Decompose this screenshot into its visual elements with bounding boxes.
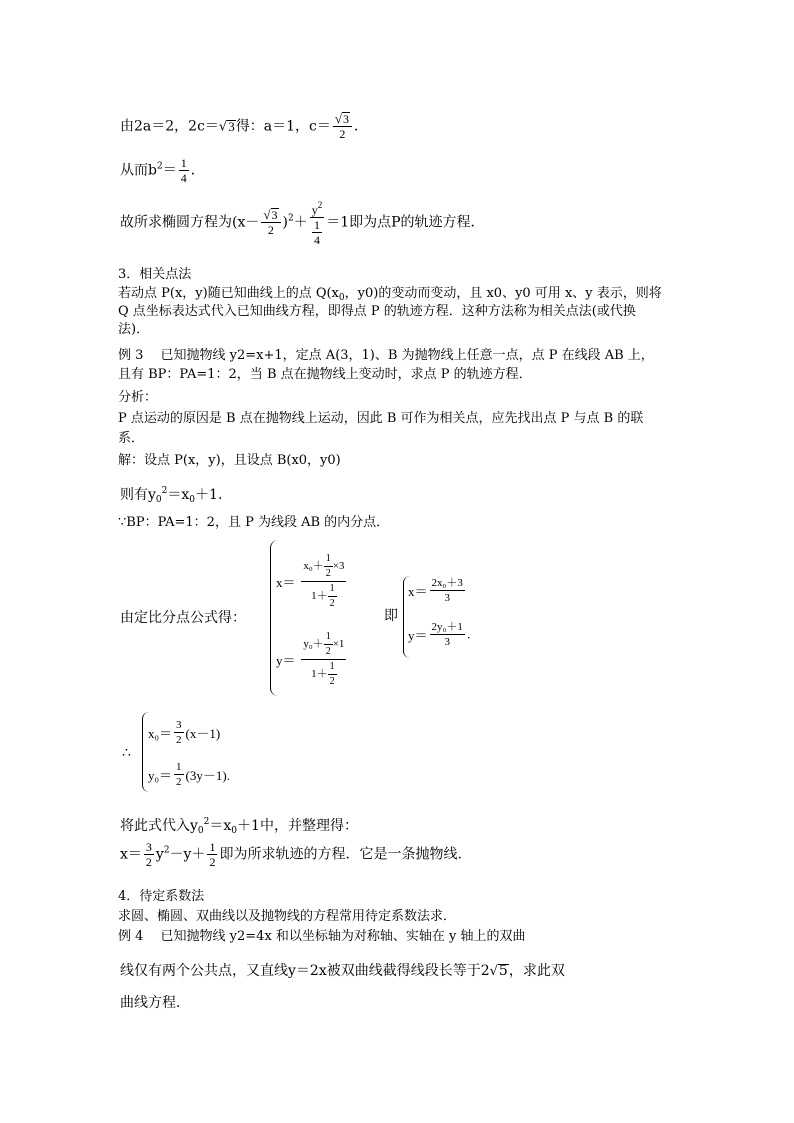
eq-b2-frac: $\frac{1}{4}$ bbox=[180, 156, 187, 185]
example4-line2: 线仅有两个公共点，又直线y＝2x被双曲线截得线段长等于2√5，求此双 bbox=[120, 963, 565, 979]
eq-ellipse-sqrt: 3 bbox=[228, 118, 235, 134]
analysis-line1: P 点运动的原因是 B 点在抛物线上运动，因此 B 可作为相关点，应先找出点 P 与点 B 的联 bbox=[118, 411, 644, 426]
system1-x-row: x＝ x₀＋ $\frac{1}{2}$ ×3 1＋ $\frac{1}{2}$ bbox=[276, 553, 345, 609]
eq-result-frac1: $\frac{√3}{2}$ bbox=[261, 208, 280, 237]
because-line: ∵BP：PA=1：2，且 P 为线段 AB 的内分点． bbox=[118, 515, 390, 530]
example3-line2: 且有 BP：PA=1：2，当 B 点在抛物线上变动时，求点 P 的轨迹方程． bbox=[118, 367, 532, 382]
eq-result-frac2: $\frac{y^2}{\frac{1}{4}}$ bbox=[311, 200, 323, 247]
example3-line1: 例 3 已知抛物线 y2=x+1，定点 A(3，1)、B 为抛物线上任意一点，点 P 在线段 AB 上， bbox=[118, 348, 654, 363]
example4-line3: 曲线方程． bbox=[120, 995, 190, 1011]
system3-y-row: y₀＝ $\frac{1}{2}$ (3y－1). bbox=[148, 761, 230, 788]
ji-label: 即 bbox=[384, 608, 398, 624]
analysis-label: 分析： bbox=[118, 390, 158, 405]
solve-line: 解：设点 P(x，y)，且设点 B(x0，y0) bbox=[118, 453, 341, 468]
section4-p1: 求圆、椭圆、双曲线以及抛物线的方程常用待定系数法求． bbox=[118, 909, 457, 924]
system3-x-row: x₀＝ $\frac{3}{2}$ (x－1) bbox=[148, 719, 221, 746]
system1-y-row: y＝ y₀＋ $\frac{1}{2}$ ×1 1＋ $\frac{1}{2}$ bbox=[276, 631, 345, 687]
system2-y-row: y＝ $\frac{\text{2y₀＋1}}{3}$ . bbox=[408, 621, 471, 648]
eq-ellipse-end: ． bbox=[353, 118, 368, 135]
section3-p1-line3: 法)． bbox=[118, 322, 150, 337]
section3-p1-line1: 若动点 P(x，y)随已知曲线上的点 $Q(x_0$，y0)的变动而变动，且 x0、y0 可用 x、y 表示，则将 bbox=[118, 286, 662, 303]
eq-result-line: 故所求椭圆方程为(x－ $\frac{√3}{2}$ )$^2$＋ $\frac{y^2}{\frac{1}{4}}$ ＝1即为点P的轨迹方程． bbox=[120, 200, 485, 247]
section4-heading: 4．待定系数法 bbox=[118, 889, 205, 904]
substitute-line: 将此式代入$y_0^2=x_0+1$中，并整理得： bbox=[120, 817, 358, 836]
eq-b2-line: 从而$b^2=$ $\frac{1}{4}$ ． bbox=[120, 156, 205, 185]
ratio-label: 由定比分点公式得： bbox=[120, 610, 246, 626]
eq-ellipse-line: 由2a＝2，2c＝√3得：a＝1，c＝ $\frac{√3}{2}$ ． bbox=[120, 111, 368, 141]
section3-p1-line2: Q 点坐标表达式代入已知曲线方程，即得点 P 的轨迹方程．这种方法称为相关点法(或代换 bbox=[118, 304, 636, 319]
section3-heading: 3．相关点法 bbox=[118, 267, 192, 282]
eq-ellipse-frac: $\frac{√3}{2}$ bbox=[333, 112, 352, 141]
final-equation-line: x＝ $\frac{3}{2}$ $y^2-y+$ $\frac{1}{2}$ 即为所求轨迹的方程．它是一条抛物线. bbox=[120, 840, 462, 869]
eq-ellipse-part1: 由2a＝2，2c＝ bbox=[120, 118, 219, 135]
example4-line1: 例 4 已知抛物线 y2=4x 和以坐标轴为对称轴、实轴在 y 轴上的双曲 bbox=[118, 929, 526, 944]
eq-ellipse-part2: 得：a＝1，c＝ bbox=[235, 118, 331, 135]
analysis-line2: 系． bbox=[118, 431, 145, 446]
therefore-symbol: ∴ bbox=[122, 745, 131, 761]
system2-x-row: x＝ $\frac{\text{2x₀＋3}}{3}$ bbox=[408, 577, 463, 604]
then-line: 则有$y_0^2=x_0+1$. bbox=[120, 486, 223, 505]
